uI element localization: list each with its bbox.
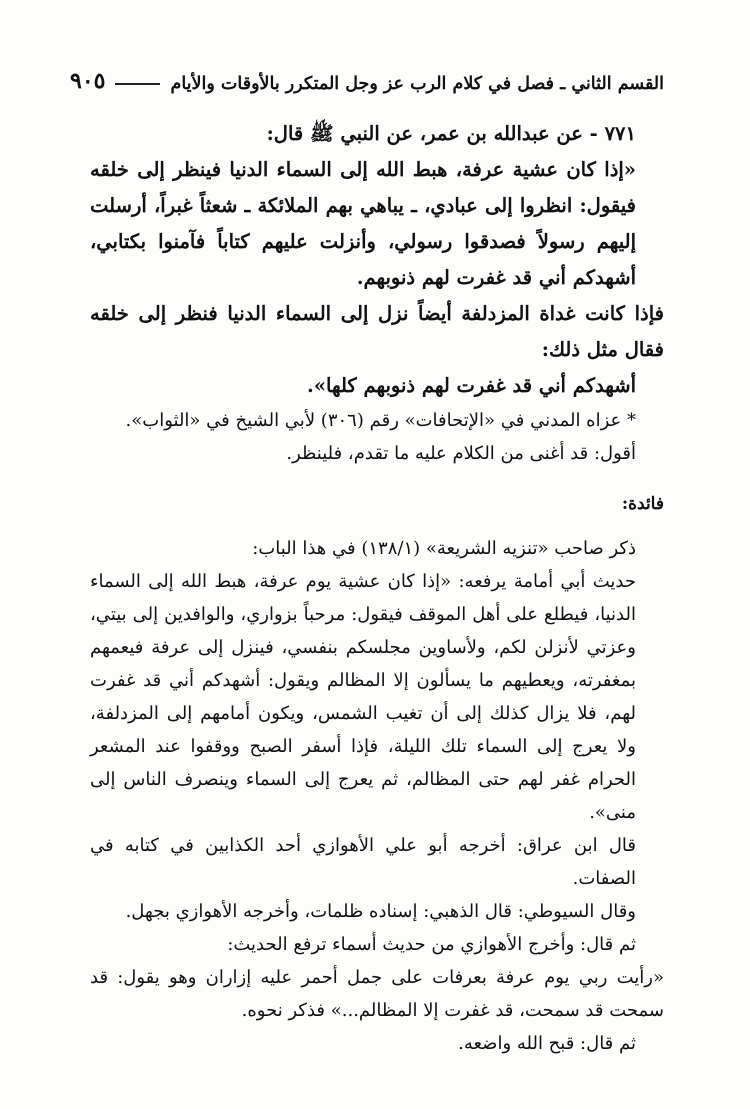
benefit-hadith: حديث أبي أمامة يرفعه: «إذا كان عشية يوم عرفة، هبط الله إلى السماء الدنيا، فيطلع على أهل الموقف فيقول: مرحباً بزواري، والوافدين إلى بيتي، وعزتي لأنزلن لكم، ولأساوين مجلسكم بنفسي، فينزل إلى عرفة فيعمهم بمغفرته، ويعطيهم ما يسألون إلا المظالم ويقول: أشهدكم أني قد غفرت لهم، فلا يزال كذلك إلى أن تغيب الشمس، ويكون أمامهم إلى المزدلفة، ولا يعرج إلى السماء تلك الليلة، فإذا أسفر الصبح ووقفوا عند المشعر الحرام غفر لهم حتى المظالم، ثم يعرج إلى السماء وينصرف الناس إلى منى». bbox=[90, 571, 636, 823]
hadith-quote: «إذا كان عشية عرفة، هبط الله إلى السماء الدنيا فينظر إلى خلقه فيقول: انظروا إلى عبادي، ـ يباهي بهم الملائكة ـ شعثاً غبراً، أرسلت إليهم رسولاً فصدقوا رسولي، وأنزلت عليهم كتاباً فآمنوا بكتابي، أشهدكم أني قد غفرت لهم ذنوبهم. bbox=[90, 158, 636, 289]
page-number: ٩٠٥ bbox=[70, 68, 106, 94]
then-said-line: ثم قال: وأخرج الأهوازي من حديث أسماء ترفع الحديث: bbox=[227, 934, 636, 955]
asma-hadith: «رأيت ربي يوم عرفة بعرفات على جمل أحمر عليه إزاران وهو يقول: قد سمحت قد سمحت، قد غفرت إلا المظالم...» فذكر نحوه. bbox=[90, 967, 664, 1021]
hadith-quote-continued: فإذا كانت غداة المزدلفة أيضاً نزل إلى السماء الدنيا فنظر إلى خلقه فقال مثل ذلك: bbox=[90, 302, 664, 361]
page-body bbox=[90, 116, 664, 1060]
ibn-iraq-note: قال ابن عراق: أخرجه أبو علي الأهوازي أحد الكذابين في كتابه في الصفات. bbox=[90, 835, 636, 889]
hadith-quote-end: أشهدكم أني قد غفرت لهم ذنوبهم كلها». bbox=[307, 374, 636, 397]
benefit-intro: ذكر صاحب «تنزيه الشريعة» (١٣٨/١) في هذا الباب: bbox=[252, 538, 636, 559]
author-comment: أقول: قد أغنى من الكلام عليه ما تقدم، فلينظر. bbox=[286, 443, 636, 464]
header-title: القسم الثاني ـ فصل في كلام الرب عز وجل المتكرر بالأوقات والأيام bbox=[170, 74, 664, 94]
suyuti-note: وقال السيوطي: قال الذهبي: إسناده ظلمات، وأخرجه الأهوازي بجهل. bbox=[125, 901, 636, 922]
running-header bbox=[70, 58, 664, 94]
benefit-heading: فائدة: bbox=[621, 494, 664, 514]
header-rule bbox=[115, 83, 160, 85]
final-remark: ثم قال: قبح الله واضعه. bbox=[458, 1033, 636, 1054]
source-note: * عزاه المدني في «الإتحافات» رقم (٣٠٦) لأبي الشيخ في «الثواب». bbox=[125, 410, 636, 431]
hadith-number-line: ٧٧١ - عن عبدالله بن عمر، عن النبي ﷺ قال: bbox=[266, 122, 636, 145]
